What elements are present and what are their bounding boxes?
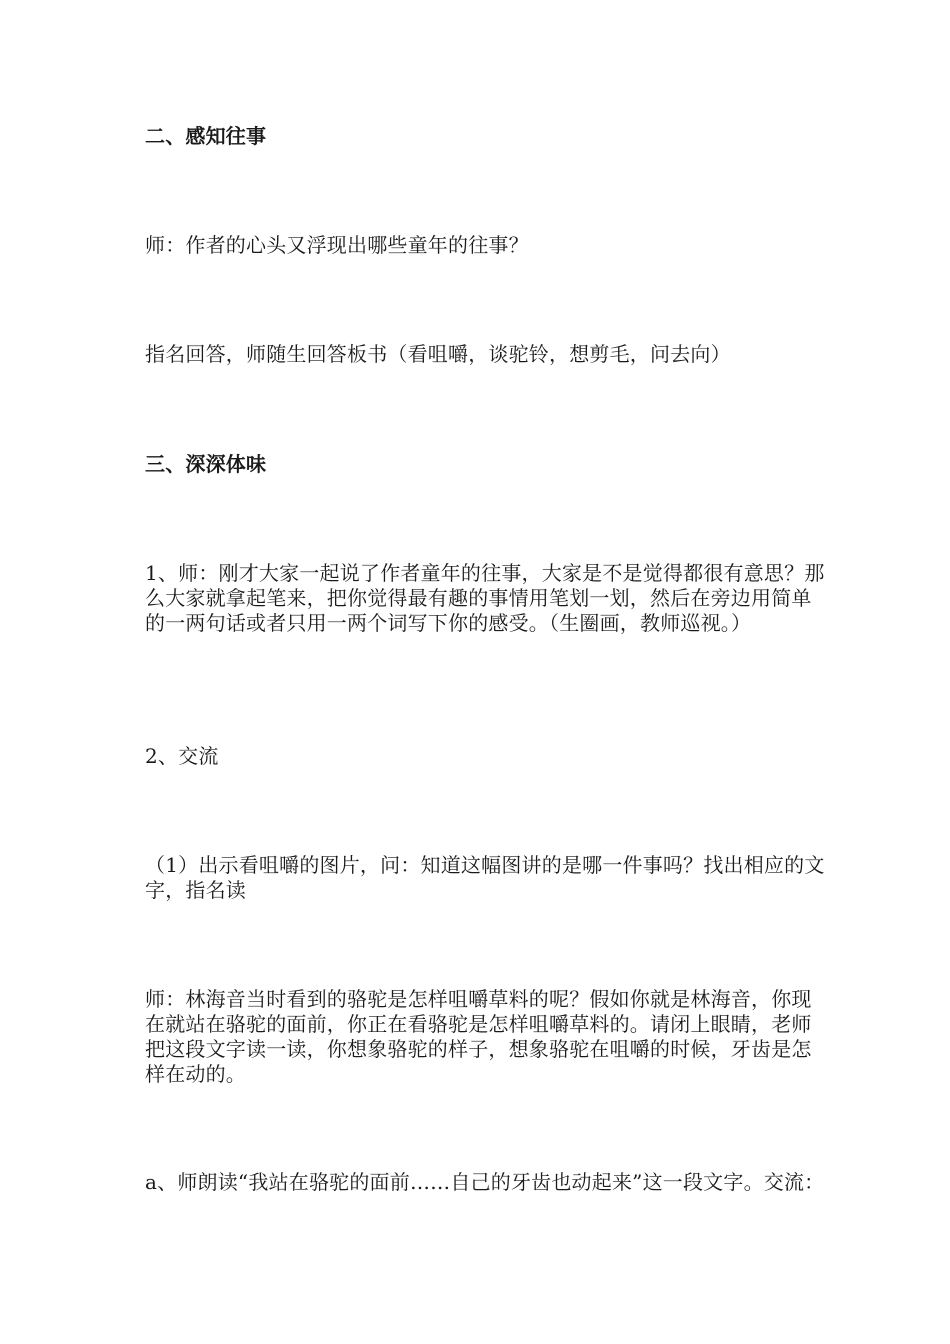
step-a-paragraph: a、师朗读“我站在骆驼的面前……自己的牙齿也动起来”这一段文字。交流： [145, 1170, 825, 1194]
section-heading-3: 三、深深体味 [145, 452, 267, 476]
sub-step-1-paragraph: （1）出示看咀嚼的图片，问：知道这幅图讲的是哪一件事吗？找出相应的文字，指名读 [145, 853, 825, 902]
step-2-label: 2、交流 [145, 744, 219, 768]
step-1-paragraph: 1、师：刚才大家一起说了作者童年的往事，大家是不是觉得都很有意思？那么大家就拿起笔来，把你觉得最有趣的事情用笔划一划，然后在旁边用简单的一两句话或者只用一两个词写下你的感受。（生圈画，教师巡视。） [145, 561, 825, 635]
teacher-question: 师：作者的心头又浮现出哪些童年的往事？ [145, 233, 529, 257]
teacher-lin-paragraph: 师：林海音当时看到的骆驼是怎样咀嚼草料的呢？假如你就是林海音，你现在就站在骆驼的面前，你正在看骆驼是怎样咀嚼草料的。请闭上眼睛，老师把这段文字读一读，你想象骆驼的样子，想象骆驼在咀嚼的时候，牙齿是怎样在动的。 [145, 987, 812, 1086]
answer-board-notes: 指名回答，师随生回答板书（看咀嚼，谈驼铃，想剪毛，问去向） [145, 342, 731, 366]
section-heading-2: 二、感知往事 [145, 124, 267, 148]
